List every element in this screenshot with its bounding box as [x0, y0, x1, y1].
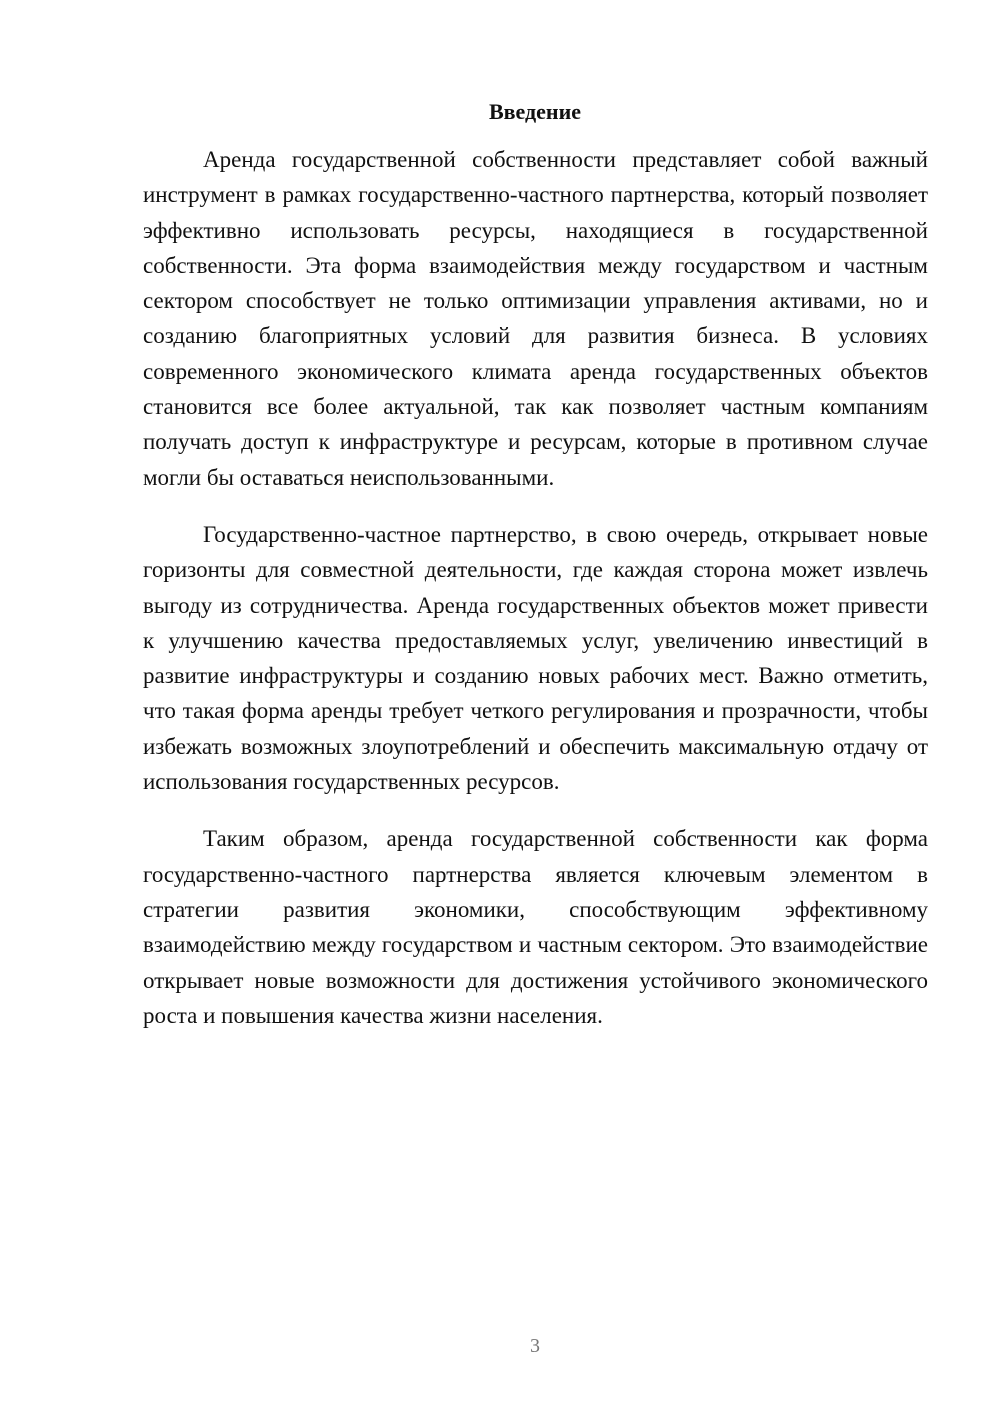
- paragraph-3: Таким образом, аренда государственной собственности как форма государственно-частного партнерства является ключевым элементом в стратегии развития экономики, способствующим эффективному взаимодействию между государством и частным сектором. Это взаимодействие открывает новые возможности для достижения устойчивого экономического роста и повышения качества жизни населения.: [143, 826, 928, 1028]
- section-heading: Введение: [488, 99, 582, 124]
- paragraph-1: Аренда государственной собственности представляет собой важный инструмент в рамках государственно-частного партнерства, который позволяет эффективно использовать ресурсы, находящиеся в государственной собственности. Эта форма взаимодействия между государством и частным сектором способствует не только оптимизации управления активами, но и созданию благоприятных условий для развития бизнеса. В условиях современного экономического климата аренда государственных объектов становится все более актуальной, так как позволяет частным компаниям получать доступ к инфраструктуре и ресурсам, которые в противном случае могли бы оставаться неиспользованными.: [143, 147, 928, 490]
- paragraph-2: Государственно-частное партнерство, в свою очередь, открывает новые горизонты для совместной деятельности, где каждая сторона может извлечь выгоду из сотрудничества. Аренда государственных объектов может привести к улучшению качества предоставляемых услуг, увеличению инвестиций в развитие инфраструктуры и созданию новых рабочих мест. Важно отметить, что такая форма аренды требует четкого регулирования и прозрачности, чтобы избежать возможных злоупотреблений и обеспечить максимальную отдачу от использования государственных ресурсов.: [143, 521, 928, 795]
- page-number: 3: [530, 1335, 540, 1357]
- body-text: [143, 142, 928, 1055]
